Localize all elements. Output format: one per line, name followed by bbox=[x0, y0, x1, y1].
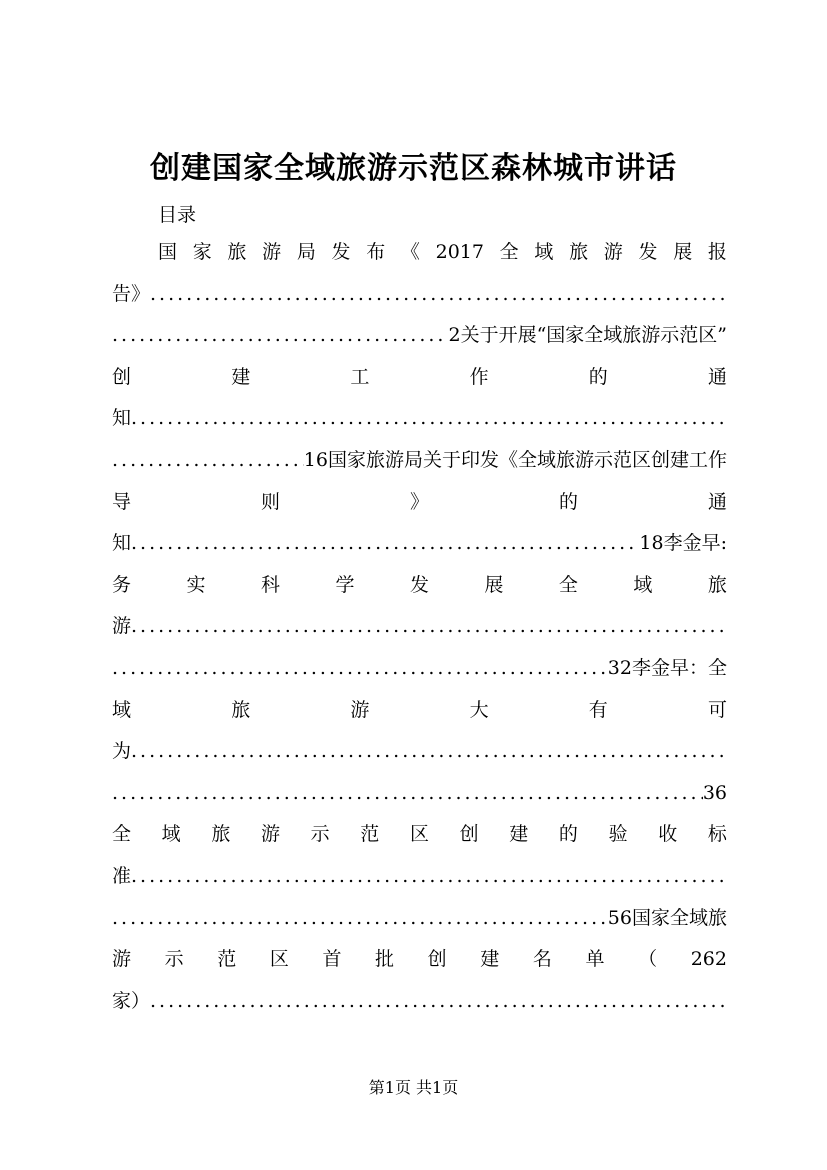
page-number: 36 bbox=[702, 781, 727, 804]
leader-dots bbox=[112, 315, 448, 357]
toc-line bbox=[112, 981, 727, 1023]
toc-char: 科 bbox=[260, 573, 280, 596]
toc-char: 批 bbox=[375, 948, 395, 971]
leader-dots bbox=[150, 274, 727, 316]
toc-char: 建 bbox=[509, 823, 529, 846]
toc-char: 通 bbox=[707, 490, 727, 513]
toc-line bbox=[112, 315, 727, 357]
toc-char: 发 bbox=[638, 241, 658, 263]
toc-char: 大 bbox=[469, 698, 489, 721]
page-number: 32 bbox=[607, 656, 632, 679]
toc-text: 国家旅游局关于印发《全域旅游示范区创建工作 bbox=[327, 448, 727, 471]
toc-text: 为 bbox=[112, 740, 132, 763]
toc-line bbox=[112, 773, 727, 815]
toc-char: 的 bbox=[588, 365, 608, 388]
toc-char: 旅 bbox=[231, 698, 251, 721]
toc-char: 游 bbox=[262, 241, 282, 263]
page-footer: 第1页 共1页 bbox=[368, 1078, 459, 1097]
toc-char: 全 bbox=[558, 573, 578, 596]
toc-char: 创 bbox=[112, 365, 132, 388]
toc-line bbox=[112, 939, 727, 981]
toc-line bbox=[112, 482, 727, 524]
toc-char: 家 bbox=[192, 241, 212, 263]
toc-char: 建 bbox=[231, 365, 251, 388]
toc-line bbox=[112, 440, 727, 482]
leader-dots bbox=[131, 523, 639, 565]
table-of-contents bbox=[112, 232, 727, 1022]
toc-char: 全 bbox=[112, 823, 132, 846]
toc-line bbox=[112, 731, 727, 773]
toc-char: 发 bbox=[409, 573, 429, 596]
toc-char: 创 bbox=[427, 948, 447, 971]
toc-line bbox=[112, 357, 727, 399]
leader-dots bbox=[131, 731, 727, 773]
toc-char: 》 bbox=[409, 490, 429, 513]
toc-char: 旅 bbox=[707, 573, 727, 596]
toc-char: 则 bbox=[260, 490, 280, 513]
toc-char: 标 bbox=[707, 823, 727, 846]
toc-char: 旅 bbox=[569, 241, 589, 263]
toc-char: 发 bbox=[331, 241, 351, 263]
toc-char: 学 bbox=[335, 573, 355, 596]
leader-dots bbox=[131, 856, 727, 898]
toc-text: 李金早：全 bbox=[631, 656, 727, 679]
page-number: 2 bbox=[448, 324, 461, 347]
toc-char: 工 bbox=[350, 365, 370, 388]
toc-char: 示 bbox=[164, 948, 184, 971]
toc-char: 国 bbox=[158, 241, 178, 263]
toc-char: 全 bbox=[499, 241, 519, 263]
toc-line bbox=[112, 814, 727, 856]
page-number: 16 bbox=[303, 448, 328, 471]
toc-text: 国家全域旅 bbox=[631, 906, 727, 929]
toc-char: 《 bbox=[400, 241, 420, 263]
toc-text: 准 bbox=[112, 864, 132, 887]
toc-text: 李金早: bbox=[663, 532, 727, 555]
toc-char: 示 bbox=[310, 823, 330, 846]
leader-dots bbox=[150, 981, 727, 1023]
toc-char: 262 bbox=[690, 948, 727, 971]
toc-text: 关于开展“国家全域旅游示范区” bbox=[460, 324, 727, 347]
toc-char: 创 bbox=[459, 823, 479, 846]
toc-char: 展 bbox=[673, 241, 693, 263]
toc-char: 范 bbox=[217, 948, 237, 971]
toc-text: 家） bbox=[112, 989, 151, 1012]
toc-line bbox=[112, 523, 727, 565]
toc-char: 域 bbox=[161, 823, 181, 846]
toc-char: 旅 bbox=[211, 823, 231, 846]
leader-dots bbox=[131, 606, 727, 648]
toc-char: 2017 bbox=[435, 241, 484, 263]
toc-line bbox=[112, 565, 727, 607]
toc-char: 游 bbox=[260, 823, 280, 846]
toc-char: 展 bbox=[484, 573, 504, 596]
leader-dots bbox=[112, 898, 608, 940]
toc-char: 可 bbox=[707, 698, 727, 721]
toc-char: 务 bbox=[112, 573, 132, 596]
toc-char: 布 bbox=[366, 241, 386, 263]
toc-line bbox=[112, 856, 727, 898]
toc-char: 名 bbox=[532, 948, 552, 971]
toc-char: 区 bbox=[269, 948, 289, 971]
toc-char: （ bbox=[638, 948, 658, 971]
toc-char: 域 bbox=[633, 573, 653, 596]
toc-char: 域 bbox=[534, 241, 554, 263]
toc-line bbox=[112, 606, 727, 648]
toc-char: 游 bbox=[350, 698, 370, 721]
toc-char: 域 bbox=[112, 698, 132, 721]
leader-dots bbox=[131, 398, 727, 440]
document-title: 创建国家全域旅游示范区森林城市讲话 bbox=[150, 151, 677, 186]
toc-line bbox=[112, 232, 727, 274]
toc-line bbox=[112, 648, 727, 690]
toc-char: 验 bbox=[608, 823, 628, 846]
toc-line bbox=[112, 274, 727, 316]
toc-line bbox=[112, 898, 727, 940]
toc-line bbox=[112, 690, 727, 732]
leader-dots bbox=[112, 440, 304, 482]
toc-char: 旅 bbox=[227, 241, 247, 263]
page-number: 56 bbox=[607, 906, 632, 929]
toc-text: 知 bbox=[112, 532, 132, 555]
toc-char: 局 bbox=[296, 241, 316, 263]
toc-char: 作 bbox=[469, 365, 489, 388]
toc-line bbox=[112, 398, 727, 440]
toc-char: 通 bbox=[707, 365, 727, 388]
toc-text: 游 bbox=[112, 615, 132, 638]
toc-char: 范 bbox=[360, 823, 380, 846]
toc-char: 收 bbox=[658, 823, 678, 846]
toc-heading: 目录 bbox=[158, 204, 197, 226]
toc-char: 有 bbox=[588, 698, 608, 721]
toc-char: 的 bbox=[558, 823, 578, 846]
leader-dots bbox=[112, 773, 703, 815]
toc-char: 实 bbox=[186, 573, 206, 596]
toc-char: 首 bbox=[322, 948, 342, 971]
toc-char: 游 bbox=[603, 241, 623, 263]
toc-char: 游 bbox=[112, 948, 132, 971]
toc-char: 单 bbox=[585, 948, 605, 971]
toc-char: 报 bbox=[707, 241, 727, 263]
toc-char: 的 bbox=[558, 490, 578, 513]
leader-dots bbox=[112, 648, 608, 690]
toc-char: 建 bbox=[480, 948, 500, 971]
toc-char: 导 bbox=[112, 490, 132, 513]
toc-text: 告》 bbox=[112, 282, 151, 305]
toc-text: 知 bbox=[112, 407, 132, 430]
page-number: 18 bbox=[639, 532, 664, 555]
toc-char: 区 bbox=[409, 823, 429, 846]
